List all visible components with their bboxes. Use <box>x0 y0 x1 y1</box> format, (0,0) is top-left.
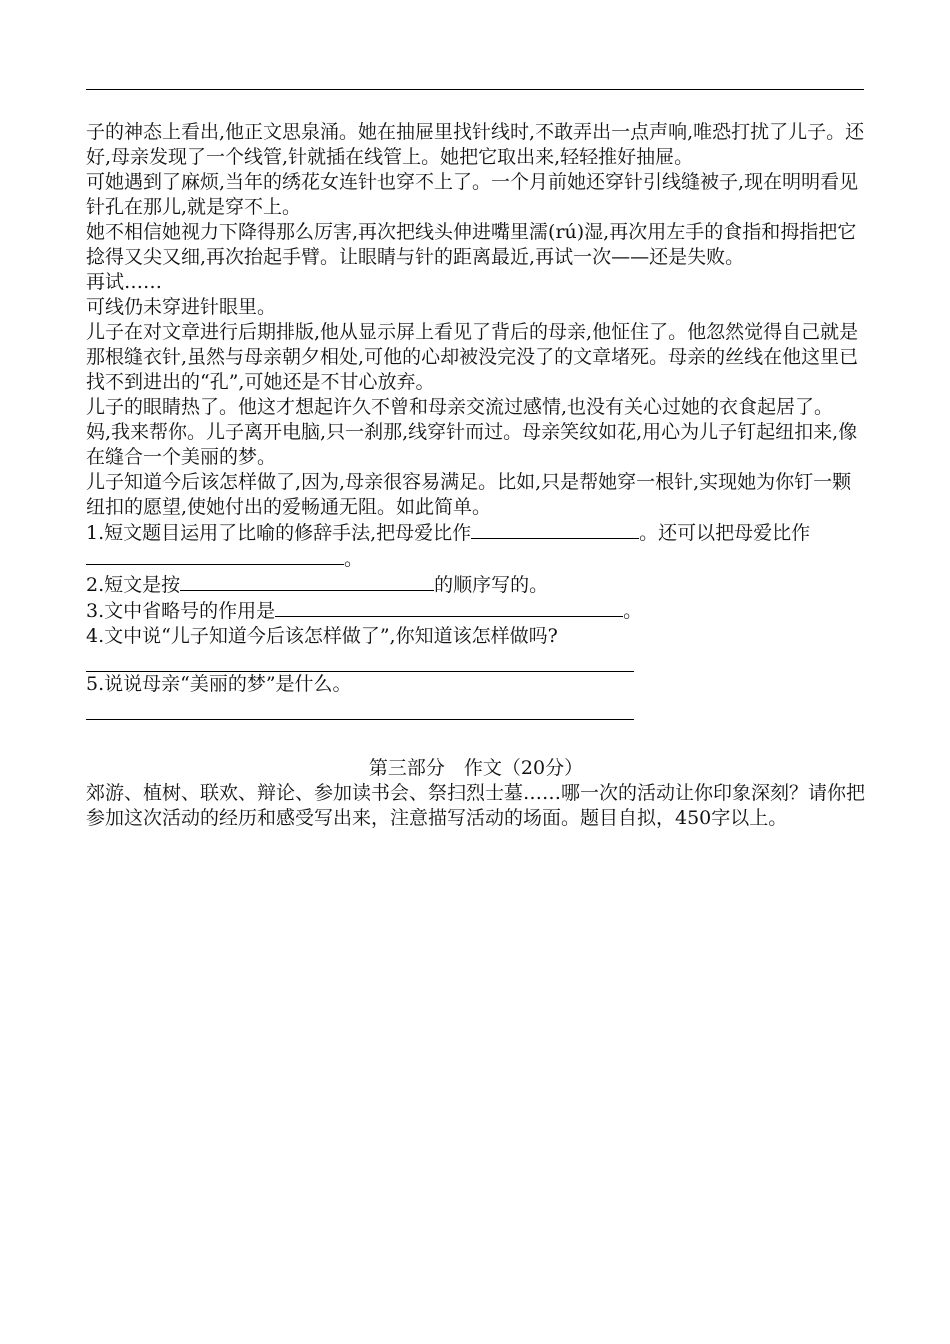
answer-blank-1a[interactable] <box>471 520 639 539</box>
question-3 <box>86 598 866 624</box>
section-3-title: 第三部分 作文（20分） <box>368 757 584 779</box>
question-3-text-b: 。 <box>623 600 643 622</box>
question-1 <box>86 520 866 572</box>
passage-paragraph-8: 妈,我来帮你。儿子离开电脑,只一刹那,线穿针而过。母亲笑纹如花,用心为儿子钉起纽扣来,像在缝合一个美丽的梦。 <box>86 421 858 468</box>
answer-blank-2[interactable] <box>180 572 434 591</box>
passage-paragraph-9: 儿子知道今后该怎样做了,因为,母亲很容易满足。比如,只是帮她穿一根针,实现她为你钉一颗纽扣的愿望,使她付出的爱畅通无阻。如此简单。 <box>86 471 852 518</box>
passage-paragraph-7: 儿子的眼睛热了。他这才想起许久不曾和母亲交流过感情,也没有关心过她的衣食起居了。 <box>86 396 834 418</box>
question-2-text-b: 的顺序写的。 <box>434 574 549 596</box>
question-2-text-a: 2.短文是按 <box>86 574 181 596</box>
question-5: 5.说说母亲“美丽的梦”是什么。 <box>86 673 352 695</box>
question-1-text-c: 。 <box>344 548 364 570</box>
question-4: 4.文中说“儿子知道今后该怎样做了”,你知道该怎样做吗? <box>86 625 558 647</box>
question-2 <box>86 572 866 598</box>
passage-paragraph-1: 子的神态上看出,他正文思泉涌。她在抽屉里找针线时,不敢弄出一点声响,唯恐打扰了儿子。还好,母亲发现了一个线管,针就插在线管上。她把它取出来,轻轻推好抽屉。 <box>86 121 865 168</box>
passage-paragraph-2: 可她遇到了麻烦,当年的绣花女连针也穿不上了。一个月前她还穿针引线缝被子,现在明明看见针孔在那儿,就是穿不上。 <box>86 171 859 218</box>
answer-line-5[interactable] <box>86 697 634 720</box>
passage-paragraph-6: 儿子在对文章进行后期排版,他从显示屏上看见了背后的母亲,他怔住了。他忽然觉得自己就是那根缝衣针,虽然与母亲朝夕相处,可他的心却被没完没了的文章堵死。母亲的丝线在他这里已找不到进出的“孔”,可她还是不甘心放弃。 <box>86 321 859 393</box>
question-1-text-a: 1.短文题目运用了比喻的修辞手法,把母爱比作 <box>86 522 472 544</box>
document-body <box>86 120 866 831</box>
answer-blank-3[interactable] <box>275 598 623 617</box>
header-rule <box>86 89 864 90</box>
section-3-prompt: 郊游、植树、联欢、辩论、参加读书会、祭扫烈士墓……哪一次的活动让你印象深刻？请你把参加这次活动的经历和感受写出来，注意描写活动的场面。题目自拟，450字以上。 <box>86 782 866 829</box>
answer-line-4[interactable] <box>86 649 634 672</box>
question-3-text-a: 3.文中省略号的作用是 <box>86 600 276 622</box>
question-1-text-b: 。还可以把母爱比作 <box>639 522 811 544</box>
answer-blank-1b[interactable] <box>86 546 344 565</box>
passage-paragraph-4: 再试…… <box>86 271 163 293</box>
passage-paragraph-3: 她不相信她视力下降得那么厉害,再次把线头伸进嘴里濡(rú)湿,再次用左手的食指和拇指把它捻得又尖又细,再次抬起手臂。让眼睛与针的距离最近,再试一次——还是失败。 <box>86 221 857 268</box>
passage-paragraph-5: 可线仍未穿进针眼里。 <box>86 296 277 318</box>
